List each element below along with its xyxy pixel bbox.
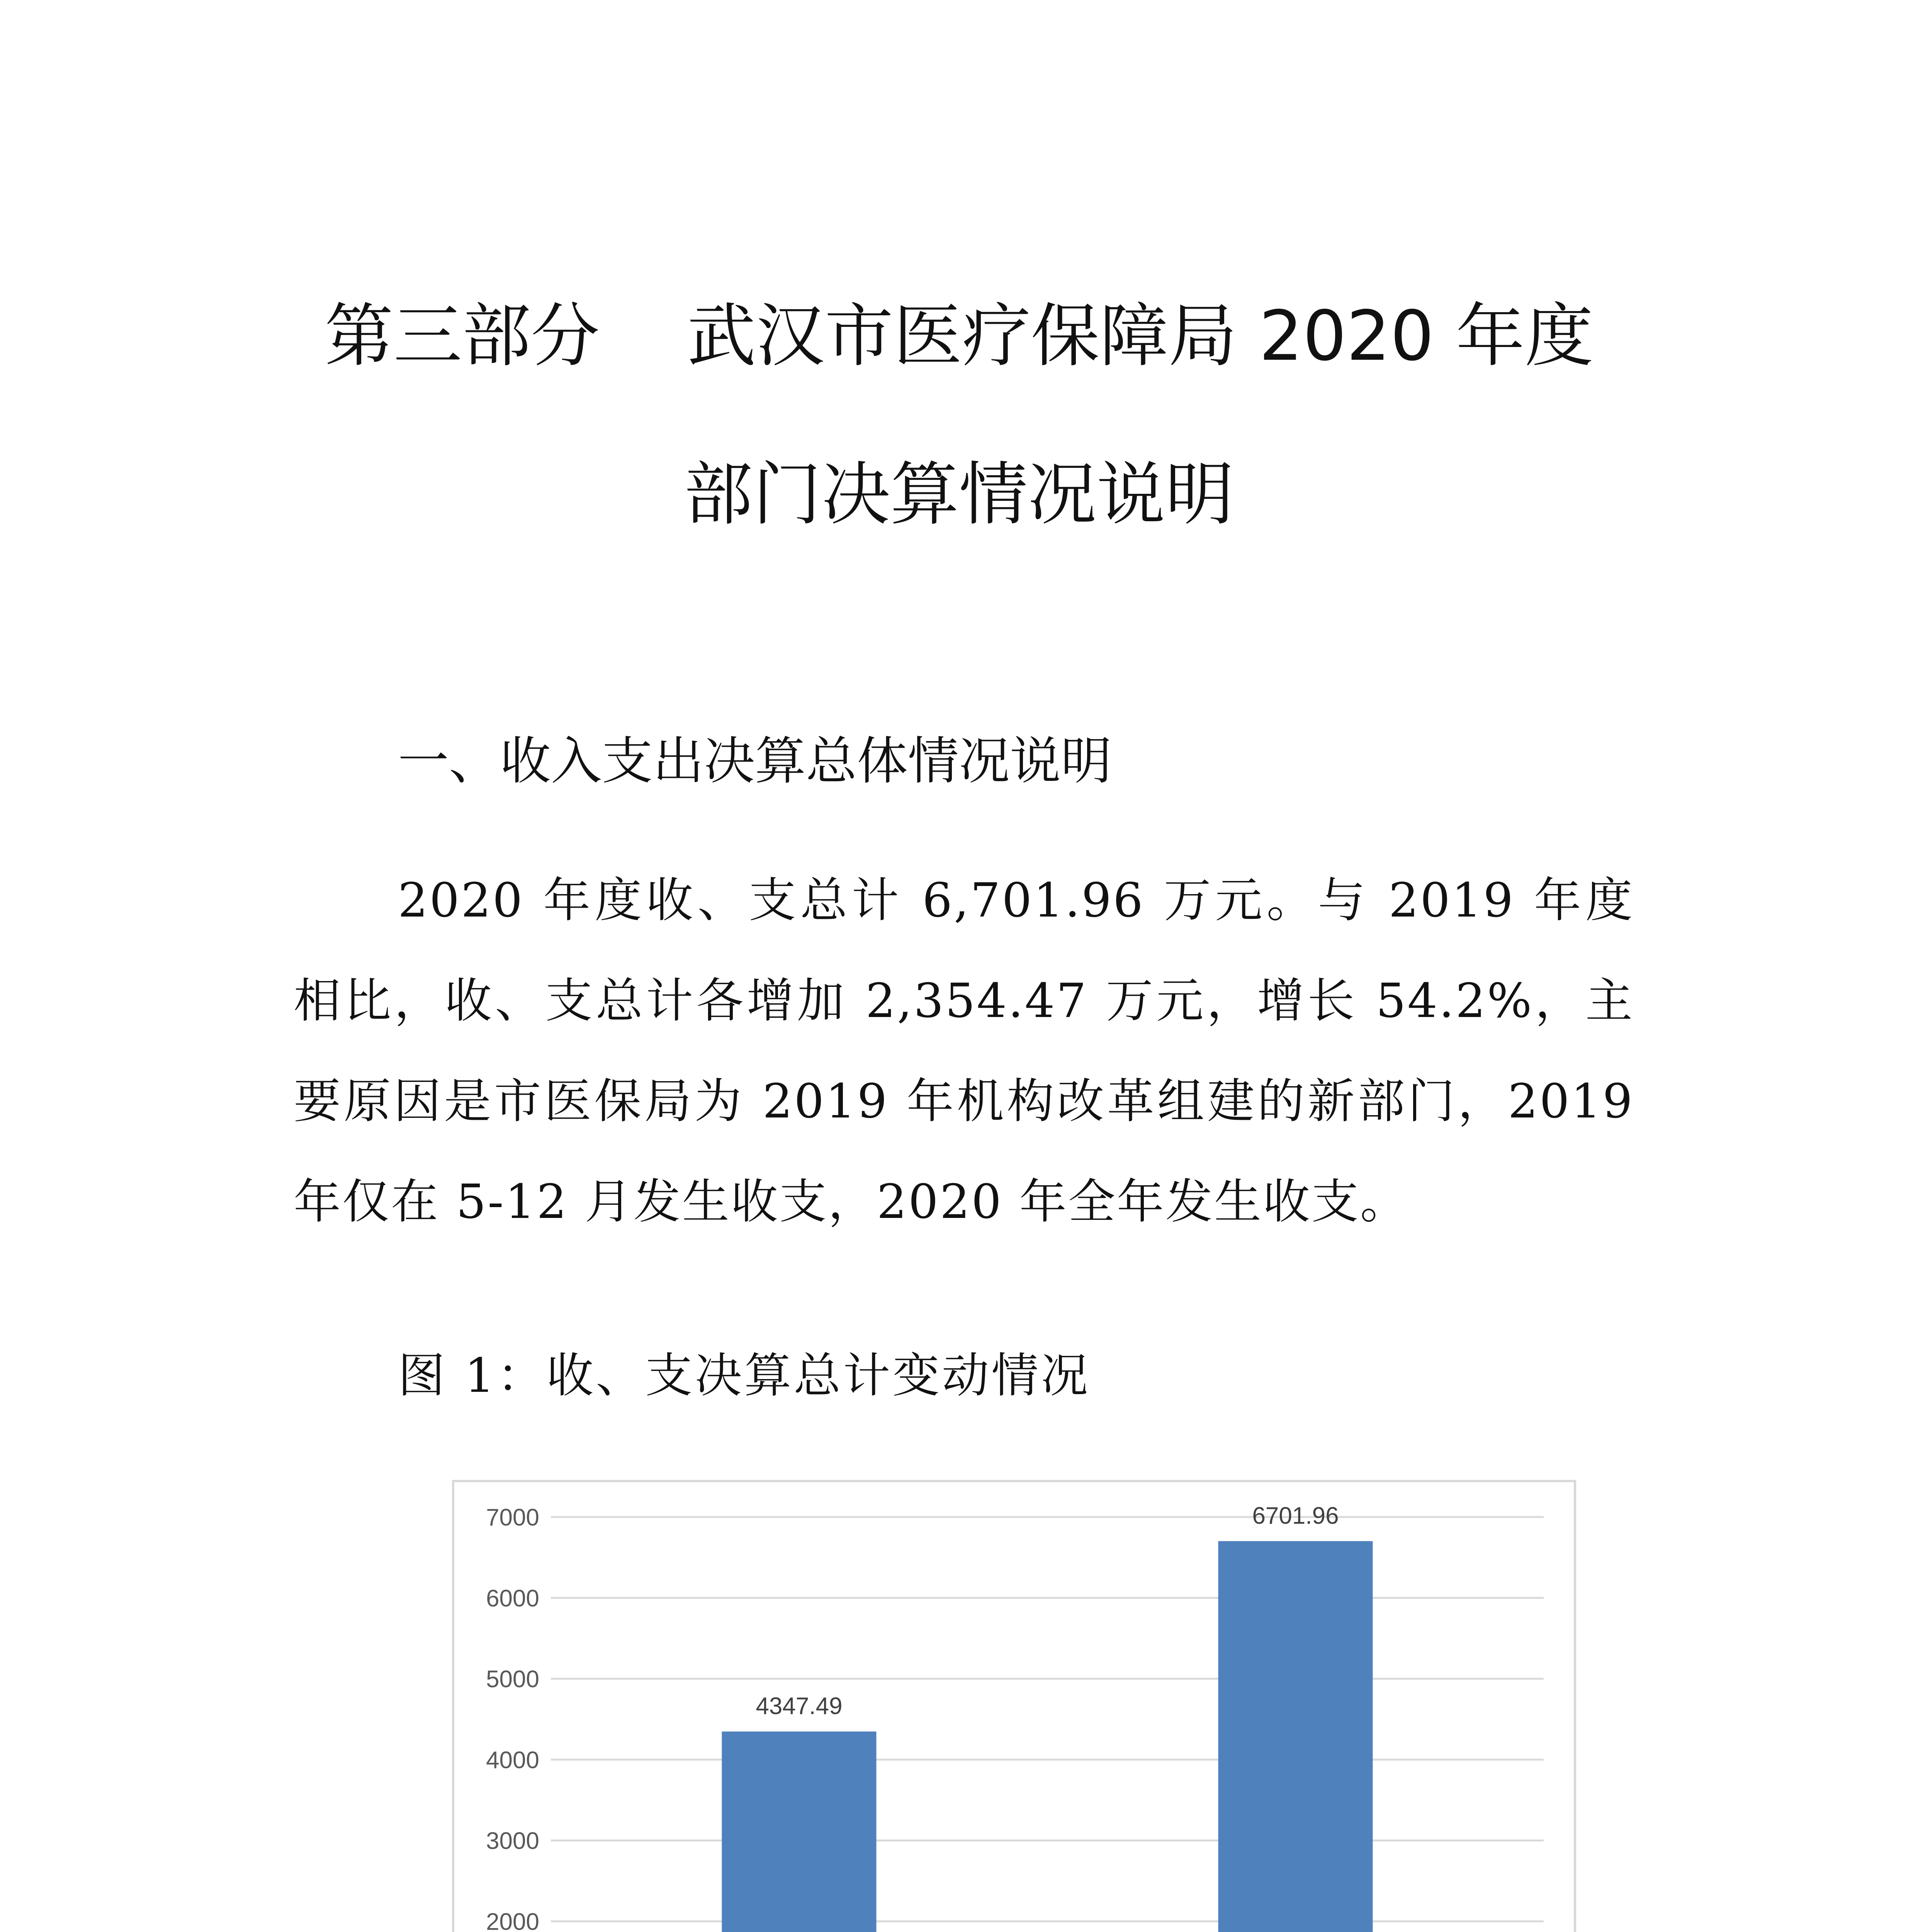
bar-2019年 xyxy=(722,1731,877,1932)
chart-gridlines xyxy=(551,1517,1544,1932)
bar-2020年 xyxy=(1218,1541,1373,1932)
chart-bars xyxy=(722,1541,1373,1932)
y-tick-label: 5000 xyxy=(486,1666,539,1693)
y-tick-label: 3000 xyxy=(486,1828,539,1855)
y-tick-label: 4000 xyxy=(486,1747,539,1774)
bar-chart xyxy=(452,1480,1576,1932)
document-title-line-2: 部门决算情况说明 xyxy=(684,454,1234,534)
bar-data-label: 6701.96 xyxy=(1252,1502,1339,1529)
bar-chart-svg xyxy=(454,1482,1574,1932)
bar-data-label: 4347.49 xyxy=(756,1693,843,1720)
y-tick-label: 2000 xyxy=(486,1908,539,1932)
section-paragraph-overview: 2020 年度收、支总计 6,701.96 万元。与 2019 年度相比，收、支总计各增加 2,354.47 万元，增长 54.2%，主要原因是市医保局为 2019 年机构改革组建的新部门，2019 年仅在 5-12 月发生收支，2020 年全年发生收支。 xyxy=(294,873,1634,1229)
section-heading-income-expense-overview: 一、收入支出决算总体情况说明 xyxy=(398,731,1112,791)
chart-y-ticks xyxy=(486,1504,539,1932)
document-title-line-1: 第三部分 武汉市医疗保障局 2020 年度 xyxy=(324,296,1594,376)
y-tick-label: 7000 xyxy=(486,1504,539,1531)
figure-caption: 图 1：收、支决算总计变动情况 xyxy=(398,1348,1091,1403)
y-tick-label: 6000 xyxy=(486,1585,539,1612)
